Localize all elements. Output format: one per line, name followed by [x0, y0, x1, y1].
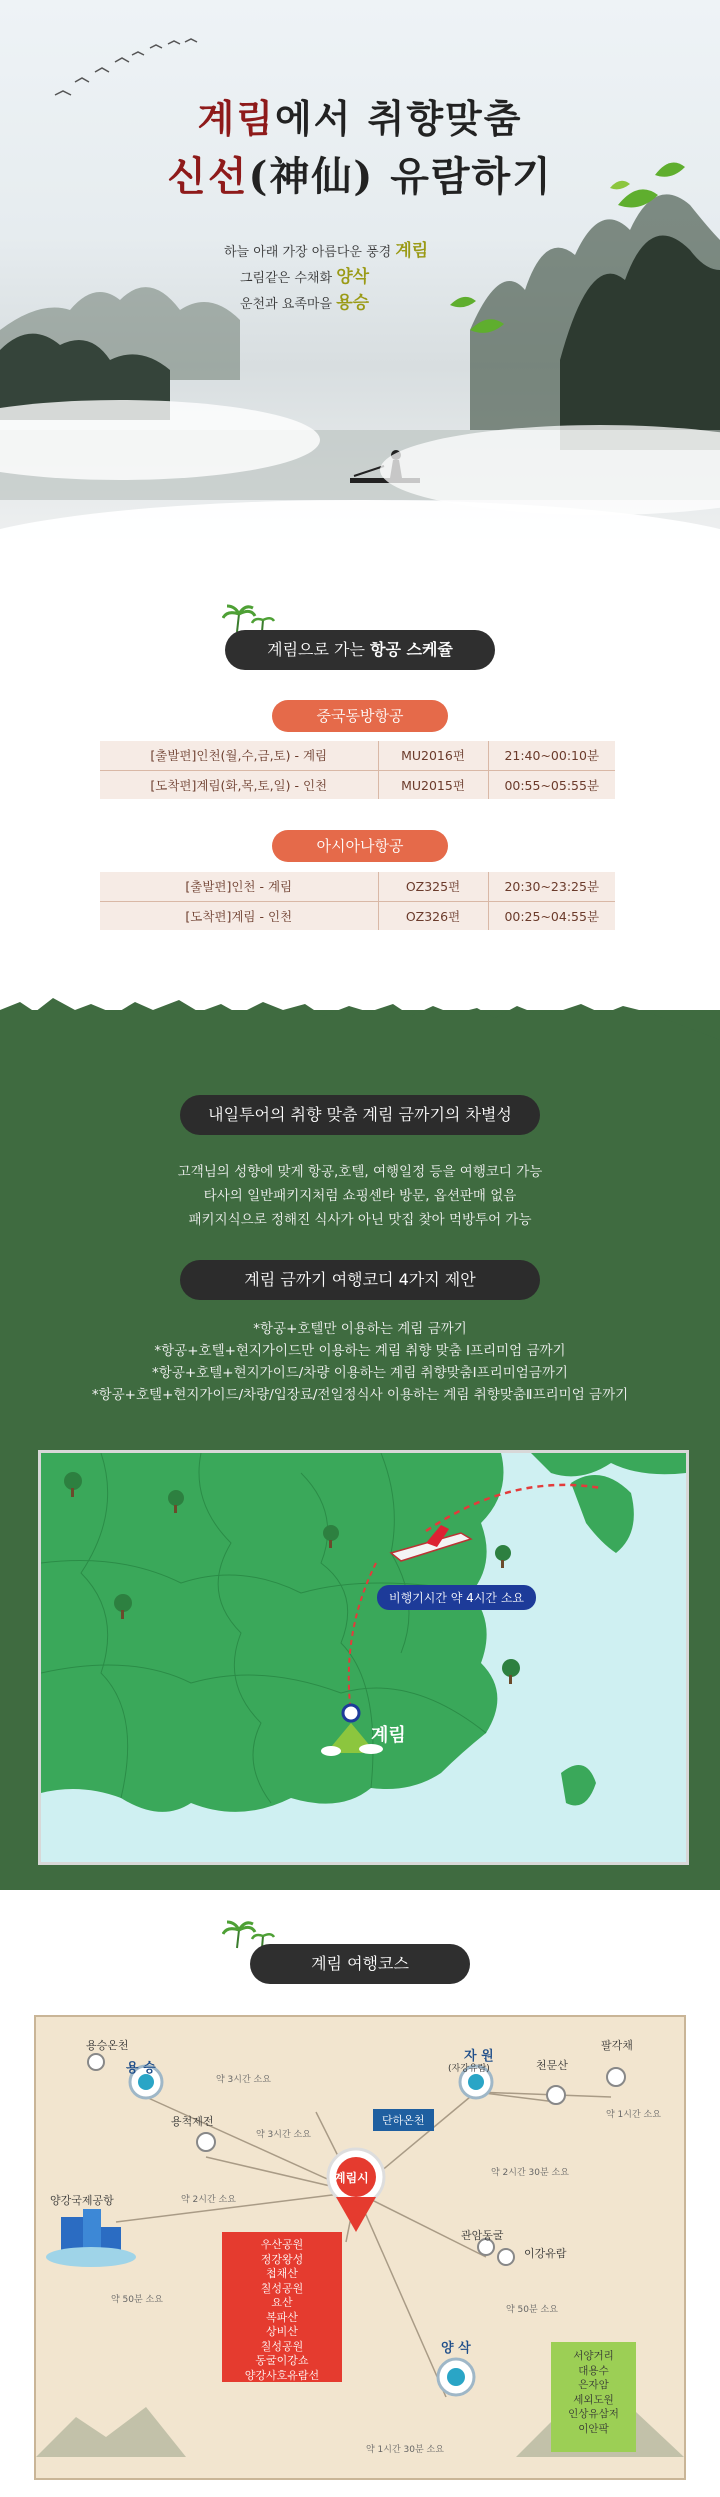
table-row — [100, 872, 615, 901]
distance-label: 약 3시간 소요 — [256, 2130, 311, 2140]
flight-number: MU2016편 — [378, 741, 488, 770]
hero-sub-text: 그림같은 수채화 — [240, 271, 333, 286]
spot-item: 세외도원 — [573, 2393, 614, 2406]
schedule-title-a: 계림으로 가는 — [267, 640, 371, 659]
distance-label: 약 2시간 소요 — [181, 2195, 236, 2205]
distance-label: 약 1시간 30분 소요 — [366, 2445, 444, 2455]
birds-icon — [55, 39, 197, 95]
spot-item: 첩채산 — [266, 2267, 298, 2280]
flight-number: MU2015편 — [378, 770, 488, 799]
course-title-banner: 계림 여행코스 — [250, 1944, 470, 1984]
place-hotspring-tag: 단하온천 — [373, 2109, 434, 2131]
proposal-line: *항공+호텔+현지가이드/차량/입장료/전일정식사 이용하는 계림 취향맞춤Ⅱ프리미엄 금까기 — [91, 1387, 629, 1403]
distance-label: 약 50분 소요 — [506, 2305, 558, 2315]
hero-title-rest: (神仙) 유람하기 — [248, 153, 553, 200]
hero-sub-line2 — [240, 262, 369, 287]
place-yongsheng-hotspring: 용승온천 — [86, 2039, 129, 2052]
table-row — [100, 770, 615, 799]
spot-item: 칠성공원 — [260, 2281, 304, 2295]
schedule-title-banner — [225, 630, 495, 670]
pin-icons — [88, 2054, 625, 2395]
place-bajiaozhai: 팔각채 — [601, 2039, 633, 2052]
flight-table-asiana — [100, 872, 615, 930]
features-section — [0, 1010, 720, 1890]
airline-asiana: 아시아나항공 — [272, 830, 448, 862]
hero-sub-line3 — [240, 288, 369, 313]
flight-route: [출발편]인천(월,수,금,토) - 계림 — [100, 741, 378, 770]
hero-sub-highlight: 용승 — [336, 293, 370, 313]
place-tianmen: 천문산 — [536, 2059, 568, 2072]
place-guanyan: 관암동굴 — [461, 2229, 504, 2242]
feature-line: 패키지식으로 정해진 식사가 아닌 맛집 찾아 먹방투어 가능 — [188, 1212, 532, 1228]
place-guilin-city: 계림시 — [334, 2171, 369, 2185]
proposal-line: *항공+호텔+현지가이드만 이용하는 계림 취향 맞춤 Ⅰ프리미엄 금까기 — [154, 1343, 566, 1359]
features-title-banner: 내일투어의 취향 맞춤 계림 금까기의 차별성 — [180, 1095, 540, 1135]
spot-item: 은자암 — [578, 2379, 609, 2391]
torn-edge-divider — [0, 980, 720, 1040]
flight-time: 20:30~23:25분 — [488, 872, 615, 901]
spot-item: 양강사호유람선 — [244, 2368, 320, 2382]
flight-route: [출발편]인천 - 계림 — [100, 872, 378, 901]
hero-sub-highlight: 양삭 — [336, 267, 370, 287]
spot-item: 요산 — [271, 2296, 293, 2309]
airport-building-icon — [46, 2209, 136, 2267]
flight-time: 00:55~05:55분 — [504, 777, 600, 793]
flight-route: [도착편]계림 - 인천 — [100, 901, 378, 930]
place-airport: 양강국제공항 — [50, 2194, 114, 2207]
proposal-line: *항공+호텔+현지가이드/차량 이용하는 계림 취향맞춤Ⅰ프리미엄금까기 — [152, 1365, 568, 1381]
place-ziyuan-sub: (자강유람) — [448, 2064, 490, 2074]
spot-item: 우산공원 — [260, 2238, 304, 2251]
table-row — [100, 901, 615, 930]
features-list — [0, 1160, 720, 1232]
place-longji: 용척제전 — [171, 2115, 214, 2128]
distance-label: 약 1시간 소요 — [606, 2110, 661, 2120]
spot-item: 이안팍 — [578, 2422, 609, 2435]
distance-label: 약 50분 소요 — [111, 2295, 163, 2305]
distance-label: 약 3시간 소요 — [216, 2075, 271, 2085]
hero-title-highlight: 계림 — [197, 96, 275, 141]
flight-table-china-eastern — [100, 741, 615, 799]
guilin-city-spots — [222, 2232, 342, 2382]
flight-schedule-section — [0, 590, 720, 1010]
proposals-list — [0, 1318, 720, 1406]
place-lijiang: 이강유람 — [524, 2247, 567, 2260]
place-yongsheng: 용 승 — [126, 2061, 156, 2076]
hero-sub-text: 운천과 요족마을 — [240, 297, 333, 312]
spot-item: 대용수 — [578, 2364, 609, 2377]
flight-number: OZ325편 — [378, 872, 488, 901]
distance-label: 약 2시간 30분 소요 — [491, 2168, 569, 2178]
spot-item: 정강왕성 — [260, 2252, 304, 2266]
flight-time-label: 비행기시간 약 4시간 소요 — [377, 1585, 536, 1610]
spot-item: 칠성공원 — [260, 2339, 304, 2353]
spot-item: 동굴이강쇼 — [255, 2354, 309, 2367]
flight-route-map — [38, 1450, 689, 1865]
proposal-line: *항공+호텔만 이용하는 계림 금까기 — [253, 1321, 467, 1337]
hero-section — [0, 0, 720, 590]
flight-time: 21:40~00:10분 — [488, 741, 615, 770]
hero-sub-highlight: 계림 — [395, 241, 429, 261]
schedule-title-b: 항공 스케쥴 — [370, 640, 453, 659]
flight-time: 00:25~04:55분 — [504, 908, 600, 924]
table-row — [100, 741, 615, 770]
hero-title-rest: 에서 취향맞춤 — [274, 96, 523, 141]
course-map — [34, 2015, 686, 2480]
place-ziyuan: 자 원 — [464, 2049, 494, 2064]
hero-title-line1 — [0, 88, 720, 143]
travel-course-section — [0, 1890, 720, 2497]
china-map — [41, 1453, 686, 1862]
hero-sub-text: 하늘 아래 가장 아름다운 풍경 — [224, 245, 392, 260]
airline-china-eastern: 중국동방항공 — [272, 700, 448, 732]
yangshuo-spots — [551, 2342, 636, 2452]
flight-number: OZ326편 — [378, 901, 488, 930]
hero-sub-line1 — [224, 236, 428, 261]
spot-item: 상비산 — [266, 2325, 298, 2338]
proposals-title-banner: 계림 금까기 여행코디 4가지 제안 — [180, 1260, 540, 1300]
feature-line: 타사의 일반패키지처럼 쇼핑센타 방문, 옵션판매 없음 — [203, 1188, 517, 1204]
hero-title-line2 — [0, 145, 720, 202]
spot-item: 복파산 — [266, 2310, 298, 2324]
hero-title-highlight: 신선 — [167, 153, 249, 200]
place-yangshuo: 양 삭 — [441, 2341, 471, 2356]
flight-route: [도착편]계림(화,목,토,일) - 인천 — [100, 770, 378, 799]
spot-item: 서양거리 — [573, 2350, 614, 2362]
guilin-city-label: 계림 — [371, 1725, 406, 1746]
feature-line: 고객님의 성향에 맞게 항공,호텔, 여행일정 등을 여행코디 가능 — [177, 1164, 543, 1180]
spot-item: 인상유삼저 — [568, 2408, 619, 2420]
